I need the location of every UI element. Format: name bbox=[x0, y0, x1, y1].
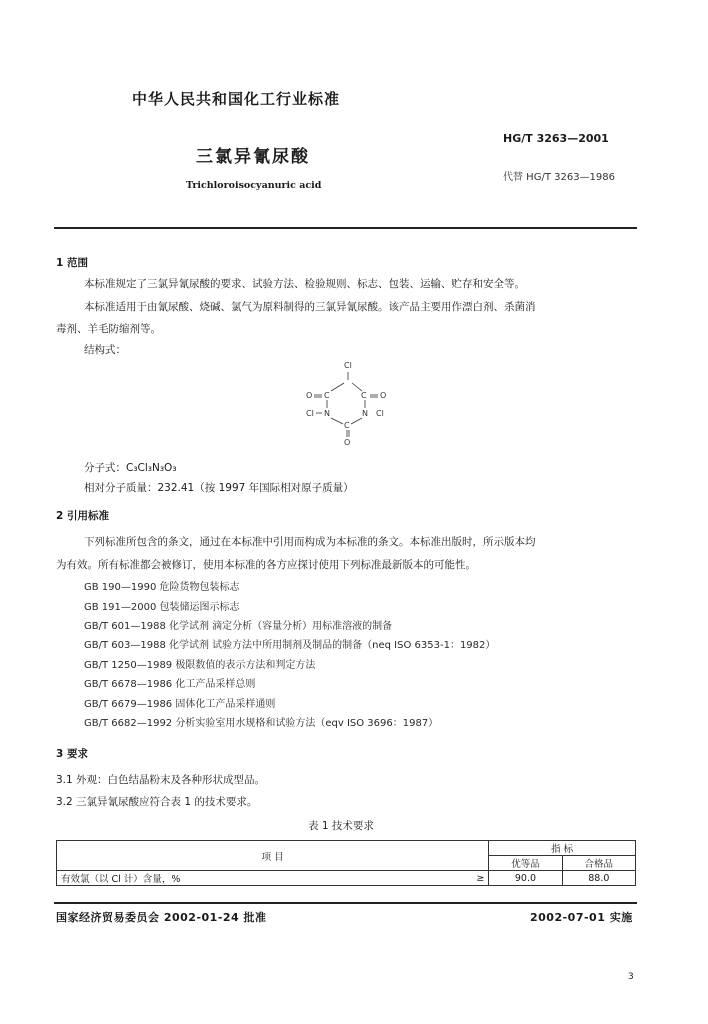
header-divider bbox=[54, 227, 637, 229]
header-superior-grade: 优等品 bbox=[489, 856, 562, 871]
table-row bbox=[57, 871, 636, 886]
footer-divider bbox=[54, 902, 637, 904]
header-item: 项 目 bbox=[57, 841, 489, 871]
atom-c-upper-left: C bbox=[324, 391, 330, 400]
section-3-heading: 3 要求 bbox=[56, 748, 88, 760]
reference-item: GB 190—1990 危险货物包装标志 bbox=[84, 582, 240, 593]
row-superior-value: 90.0 bbox=[489, 871, 562, 886]
atom-o-left: O bbox=[306, 391, 313, 400]
atom-n-right: N bbox=[362, 409, 368, 418]
standard-number: HG/T 3263—2001 bbox=[503, 132, 609, 145]
table-caption: 表 1 技术要求 bbox=[308, 820, 374, 832]
reference-item: GB/T 6682—1992 分析实验室用水规格和试验方法（eqv ISO 3696：1987） bbox=[84, 718, 439, 729]
section-2-heading: 2 引用标准 bbox=[56, 510, 109, 522]
atom-cl-top: Cl bbox=[344, 361, 352, 370]
molecular-formula: 分子式：C₃Cl₃N₃O₃ bbox=[84, 462, 177, 474]
references-intro: 下列标准所包含的条文，通过在本标准中引用而构成为本标准的条文。本标准出版时，所示版本均 bbox=[84, 536, 536, 548]
header-qualified-grade: 合格品 bbox=[562, 856, 635, 871]
reference-item: GB/T 603—1988 化学试剂 试验方法中所用制剂及制品的制备（neq ISO 6353-1：1982） bbox=[84, 640, 496, 651]
requirement-3-1: 3.1 外观：白色结晶粉末及各种形状成型品。 bbox=[56, 774, 266, 786]
effective-date: 2002-07-01 实施 bbox=[530, 911, 633, 924]
header-index: 指 标 bbox=[489, 841, 636, 856]
replaces-standard: 代替 HG/T 3263—1986 bbox=[503, 172, 616, 183]
reference-item: GB/T 1250—1989 极限数值的表示方法和判定方法 bbox=[84, 660, 316, 671]
row-condition: ≥ bbox=[460, 871, 489, 886]
atom-c-bottom: C bbox=[344, 421, 350, 430]
document-title-english: Trichloroisocyanuric acid bbox=[186, 180, 322, 191]
reference-item: GB/T 601—1988 化学试剂 滴定分析（容量分析）用标准溶液的制备 bbox=[84, 621, 393, 632]
reference-item: GB/T 6679—1986 固体化工产品采样通则 bbox=[84, 699, 276, 710]
atom-cl-left: Cl bbox=[306, 409, 314, 418]
reference-item: GB 191—2000 包装储运图示标志 bbox=[84, 602, 240, 613]
row-qualified-value: 88.0 bbox=[562, 871, 635, 886]
atom-o-bottom: O bbox=[344, 438, 351, 446]
approval-line: 国家经济贸易委员会 2002-01-24 批准 bbox=[56, 911, 267, 924]
requirement-3-2: 3.2 三氯异氰尿酸应符合表 1 的技术要求。 bbox=[56, 796, 258, 808]
scope-paragraph-2: 本标准适用于由氰尿酸、烧碱、氯气为原料制得的三氯异氰尿酸。该产品主要用作漂白剂、杀菌消 bbox=[84, 301, 536, 313]
section-1-heading: 1 范围 bbox=[56, 257, 88, 269]
technical-requirements-table bbox=[56, 840, 636, 886]
page-number: 3 bbox=[628, 972, 634, 982]
relative-molecular-mass: 相对分子质量：232.41（按 1997 年国际相对原子质量） bbox=[84, 482, 354, 494]
document-title: 三氯异氰尿酸 bbox=[196, 147, 310, 167]
issuing-organization: 中华人民共和国化工行业标准 bbox=[132, 90, 341, 108]
structure-label: 结构式： bbox=[84, 344, 126, 356]
row-label: 有效氯（以 Cl 计）含量，% bbox=[57, 871, 461, 886]
atom-o-right: O bbox=[380, 391, 387, 400]
reference-item: GB/T 6678—1986 化工产品采样总则 bbox=[84, 679, 256, 690]
structural-formula bbox=[300, 358, 400, 446]
atom-c-upper-right: C bbox=[361, 391, 367, 400]
scope-paragraph-1: 本标准规定了三氯异氰尿酸的要求、试验方法、检验规则、标志、包装、运输、贮存和安全等。 bbox=[84, 278, 525, 290]
scope-paragraph-2-cont: 毒剂、羊毛防缩剂等。 bbox=[56, 323, 161, 335]
references-intro-cont: 为有效。所有标准都会被修订，使用本标准的各方应探讨使用下列标准最新版本的可能性。 bbox=[56, 559, 476, 571]
atom-cl-right: Cl bbox=[376, 409, 384, 418]
atom-n-left: N bbox=[324, 409, 330, 418]
